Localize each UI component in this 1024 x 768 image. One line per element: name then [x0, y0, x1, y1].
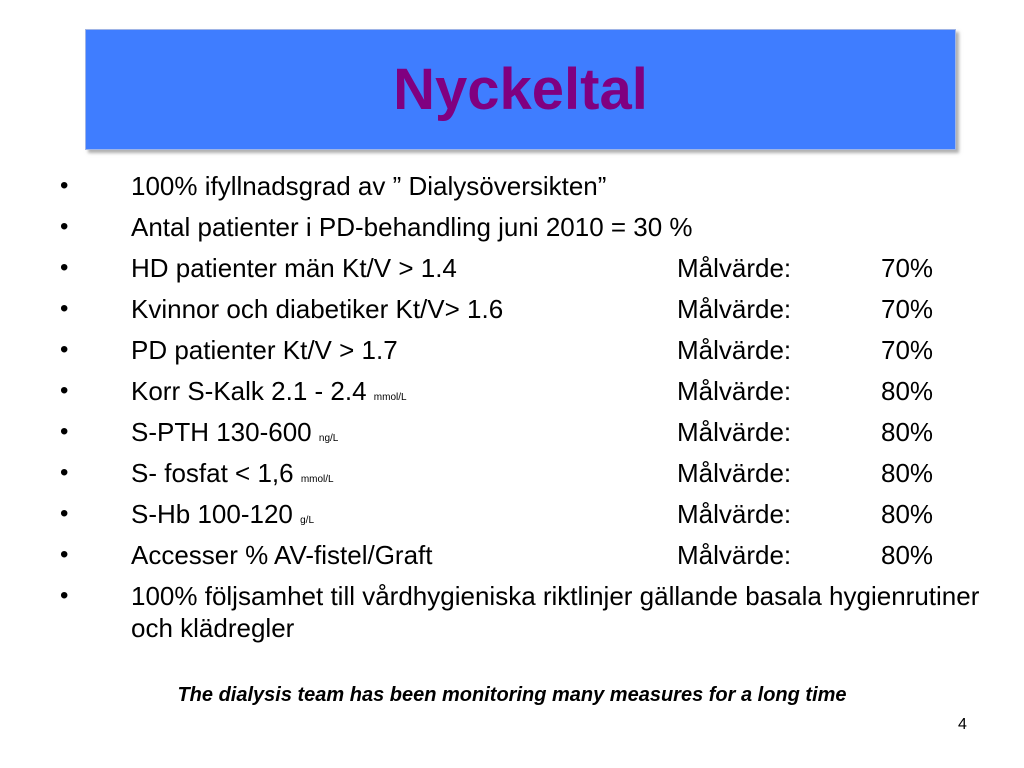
bullet-text-with-unit: [131, 375, 407, 414]
target-value: 80%: [881, 458, 934, 488]
bullet-item: [0, 375, 1024, 416]
bullet-item: [0, 416, 1024, 457]
bullet-text: Accesser % AV-fistel/Graft: [131, 540, 433, 570]
bullet-item: [0, 539, 1024, 580]
target-label: Målvärde:: [677, 540, 792, 570]
target-label: Målvärde:: [677, 376, 792, 406]
unit-label: ng/L: [318, 433, 339, 444]
target-value: 80%: [881, 540, 934, 570]
bullet-icon: •: [60, 459, 69, 486]
bullet-icon: •: [60, 254, 69, 281]
bullet-text: Kvinnor och diabetiker Kt/V> 1.6: [131, 294, 504, 324]
bullet-text: S- fosfat < 1,6: [131, 458, 294, 488]
bullet-item: [0, 334, 1024, 375]
bullet-text: PD patienter Kt/V > 1.7: [131, 335, 398, 365]
bullet-item: [0, 170, 1024, 211]
bullet-icon: •: [60, 418, 69, 445]
bullet-text: S-Hb 100-120: [131, 499, 293, 529]
bullet-text: 100% ifyllnadsgrad av ” Dialysöversikten”: [131, 171, 607, 201]
bullet-text: 100% följsamhet till vårdhygieniska riktlinjer gällande basala hygienrutiner och klädregler: [131, 581, 980, 643]
slide-number: 4: [958, 716, 967, 733]
unit-label: g/L: [300, 515, 315, 526]
bullet-item: [0, 457, 1024, 498]
bullet-item: [0, 580, 1024, 650]
bullet-item: [0, 498, 1024, 539]
footer-note: The dialysis team has been monitoring many measures for a long time: [177, 684, 847, 706]
target-value: 80%: [881, 499, 934, 529]
target-label: Målvärde:: [677, 294, 792, 324]
bullet-icon: •: [60, 295, 69, 322]
bullet-list: [0, 170, 1024, 650]
target-label: Målvärde:: [677, 499, 792, 529]
bullet-item: [0, 211, 1024, 252]
bullet-text: S-PTH 130-600: [131, 417, 312, 447]
title-banner: [85, 29, 956, 150]
bullet-icon: •: [60, 213, 69, 240]
bullet-text-with-unit: [131, 498, 314, 537]
slide-title: Nyckeltal: [393, 56, 648, 122]
target-value: 70%: [881, 294, 934, 324]
unit-label: mmol/L: [373, 392, 407, 403]
target-label: Målvärde:: [677, 253, 792, 283]
target-value: 70%: [881, 253, 934, 283]
bullet-icon: •: [60, 500, 69, 527]
unit-label: mmol/L: [300, 474, 334, 485]
bullet-text: Antal patienter i PD-behandling juni 2010 = 30 %: [131, 212, 693, 242]
bullet-icon: •: [60, 582, 69, 609]
bullet-item: [0, 293, 1024, 334]
target-value: 70%: [881, 335, 934, 365]
bullet-icon: •: [60, 172, 69, 199]
bullet-icon: •: [60, 336, 69, 363]
bullet-item: [0, 252, 1024, 293]
bullet-icon: •: [60, 541, 69, 568]
target-value: 80%: [881, 376, 934, 406]
target-label: Målvärde:: [677, 335, 792, 365]
bullet-text-with-unit: [131, 457, 334, 496]
bullet-text-with-unit: [131, 416, 338, 455]
bullet-icon: •: [60, 377, 69, 404]
target-label: Målvärde:: [677, 458, 792, 488]
bullet-text: Korr S-Kalk 2.1 - 2.4: [131, 376, 367, 406]
target-label: Målvärde:: [677, 417, 792, 447]
bullet-text: HD patienter män Kt/V > 1.4: [131, 253, 457, 283]
target-value: 80%: [881, 417, 934, 447]
